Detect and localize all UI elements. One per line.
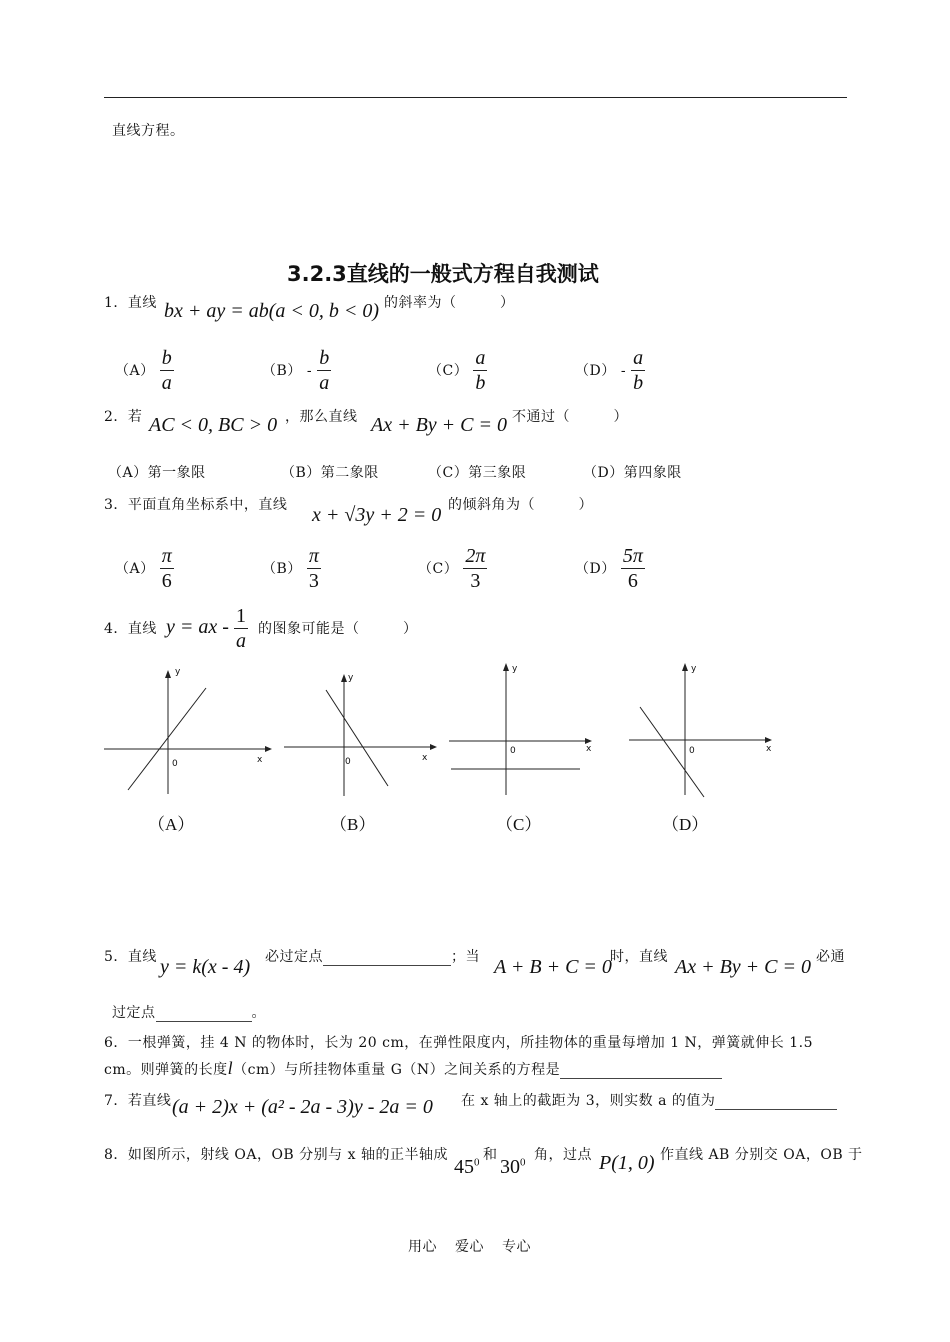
option-label: （B） — [262, 363, 302, 379]
origin-label: 0 — [510, 746, 516, 756]
option-label: （C） — [428, 363, 469, 379]
q8-text3: 作直线 AB 分别交 OA，OB 于 — [660, 1147, 863, 1163]
q1-option-a — [115, 346, 174, 395]
q2-option-a: （A）第一象限 — [108, 465, 206, 481]
q2-condition: AC < 0, BC > 0 — [149, 414, 278, 436]
q3-option-d — [575, 544, 645, 593]
q1-option-d: （D） - $\frac{a}{b}$ — [575, 347, 644, 394]
q3-option-b — [262, 544, 321, 593]
fraction: $\frac{\pi}{3}$ — [308, 545, 319, 592]
q7-suffix: 在 x 轴上的截距为 3，则实数 a 的值为 — [461, 1090, 837, 1110]
q8-point: P(1, 0) — [599, 1152, 655, 1174]
q5-text1: 必过定点 ；当 — [265, 949, 480, 965]
page-title: 3.2.3直线的一般式方程自我测试 — [287, 262, 599, 286]
x-axis-arrow — [765, 737, 772, 743]
q6-line2: cm。则弹簧的长度l（cm）与所挂物体重量 G（N）之间关系的方程是 — [104, 1058, 722, 1079]
q1-suffix: 的斜率为（ ） — [384, 295, 515, 311]
q1-option-c — [428, 346, 487, 395]
footer-item: 爱心 — [455, 1239, 484, 1255]
fraction: $\frac{2\pi}{3}$ — [465, 545, 486, 592]
graph-c-caption: （C） — [496, 815, 542, 834]
fraction: $\frac{\pi}{6}$ — [161, 545, 172, 592]
y-axis-arrow — [165, 670, 171, 678]
q3-equation: x + √3y + 2 = 0 — [312, 504, 442, 526]
q7-equation: (a + 2)x + (a² - 2a - 3)y - 2a = 0 — [172, 1096, 433, 1118]
q2-middle: ，那么直线 — [285, 409, 358, 425]
fraction: $\frac{a}{b}$ — [633, 347, 644, 394]
q5-equation2: Ax + By + C = 0 — [675, 956, 812, 978]
footer — [408, 1236, 531, 1256]
x-label: x — [422, 753, 428, 763]
fraction: $\frac{b}{a}$ — [319, 347, 330, 394]
q5-text4: 必通 — [816, 949, 845, 965]
q5-condition: A + B + C = 0 — [494, 956, 612, 978]
y-label: y — [175, 667, 181, 677]
graph-line — [128, 688, 206, 790]
q8-and: 和 — [483, 1147, 498, 1163]
graph-a — [100, 660, 280, 800]
graph-d-caption: （D） — [662, 815, 709, 834]
graph-c — [445, 655, 605, 800]
q3-option-a — [115, 544, 174, 593]
q7-prefix: 7．若直线 — [104, 1093, 172, 1109]
q2-option-c: （C）第三象限 — [428, 465, 527, 481]
q1-prefix: 1．直线 — [104, 295, 157, 311]
y-label: y — [512, 664, 518, 674]
origin-label: 0 — [172, 759, 178, 769]
x-axis-arrow — [265, 746, 272, 752]
q6-line1: 6．一根弹簧，挂 4 N 的物体时，长为 20 cm，在弹性限度内，所挂物体的重量每增加 1 N，弹簧就伸长 1.5 — [104, 1035, 814, 1051]
option-label: （C） — [418, 561, 459, 577]
x-label: x — [586, 744, 592, 754]
fraction: $\frac{b}{a}$ — [161, 347, 172, 394]
graph-line — [326, 690, 388, 786]
option-label: （D） — [575, 363, 616, 379]
q8-text2: 角，过点 — [534, 1147, 592, 1163]
q5-equation1: y = k(x - 4) — [160, 956, 251, 978]
graph-b — [280, 660, 450, 800]
option-label: （A） — [115, 561, 155, 577]
q5-line2: 过定点 。 — [112, 1005, 266, 1021]
answer-blank[interactable] — [715, 1095, 837, 1110]
q2-prefix: 2．若 — [104, 409, 143, 425]
q2-option-b: （B）第二象限 — [281, 465, 379, 481]
option-label: （B） — [262, 561, 302, 577]
option-label: （A） — [115, 363, 155, 379]
q5-text3: 时，直线 — [610, 949, 668, 965]
option-label: （D） — [575, 561, 616, 577]
q3-option-c — [418, 544, 487, 593]
q3-suffix: 的倾斜角为（ ） — [448, 497, 593, 513]
q2-equation: Ax + By + C = 0 — [371, 414, 508, 436]
x-label: x — [766, 744, 772, 754]
fraction: $\frac{a}{b}$ — [475, 347, 486, 394]
q4-suffix: 的图象可能是（ ） — [258, 621, 418, 637]
y-label: y — [691, 664, 697, 674]
x-axis-arrow — [430, 744, 437, 750]
y-axis-arrow — [503, 663, 509, 671]
q2-suffix: 不通过（ ） — [512, 409, 628, 425]
answer-blank[interactable] — [560, 1064, 722, 1079]
footer-item: 用心 — [408, 1239, 437, 1255]
graph-d — [625, 655, 785, 800]
graph-b-caption: （B） — [330, 815, 376, 834]
q1-option-b: （B） - $\frac{b}{a}$ — [262, 347, 330, 394]
q2-option-d: （D）第四象限 — [583, 465, 682, 481]
q8-prefix: 8．如图所示，射线 OA，OB 分别与 x 轴的正半轴成 — [104, 1147, 448, 1163]
header-rule — [104, 97, 847, 98]
answer-blank[interactable] — [323, 951, 451, 966]
graph-a-caption: （A） — [148, 815, 195, 834]
q4-prefix: 4．直线 — [104, 621, 157, 637]
fraction: $\frac{5\pi}{6}$ — [622, 545, 643, 592]
origin-label: 0 — [345, 757, 351, 767]
q8-angle1: $45^0$ — [454, 1156, 480, 1178]
q4-equation: y = ax - — [166, 616, 229, 638]
answer-blank[interactable] — [156, 1007, 252, 1022]
q1-equation: bx + ay = ab(a < 0, b < 0) — [164, 300, 380, 322]
y-axis-arrow — [341, 674, 347, 682]
y-axis-arrow — [682, 663, 688, 671]
q3-prefix: 3．平面直角坐标系中，直线 — [104, 497, 288, 513]
origin-label: 0 — [689, 746, 695, 756]
continuation-text: 直线方程。 — [112, 123, 185, 139]
q5-prefix: 5．直线 — [104, 949, 157, 965]
y-label: y — [348, 673, 354, 683]
x-label: x — [257, 755, 263, 765]
footer-item: 专心 — [502, 1239, 531, 1255]
q8-angle2: $30^0$ — [500, 1156, 526, 1178]
q4-fraction: $\frac{1}{a}$ — [236, 605, 246, 652]
